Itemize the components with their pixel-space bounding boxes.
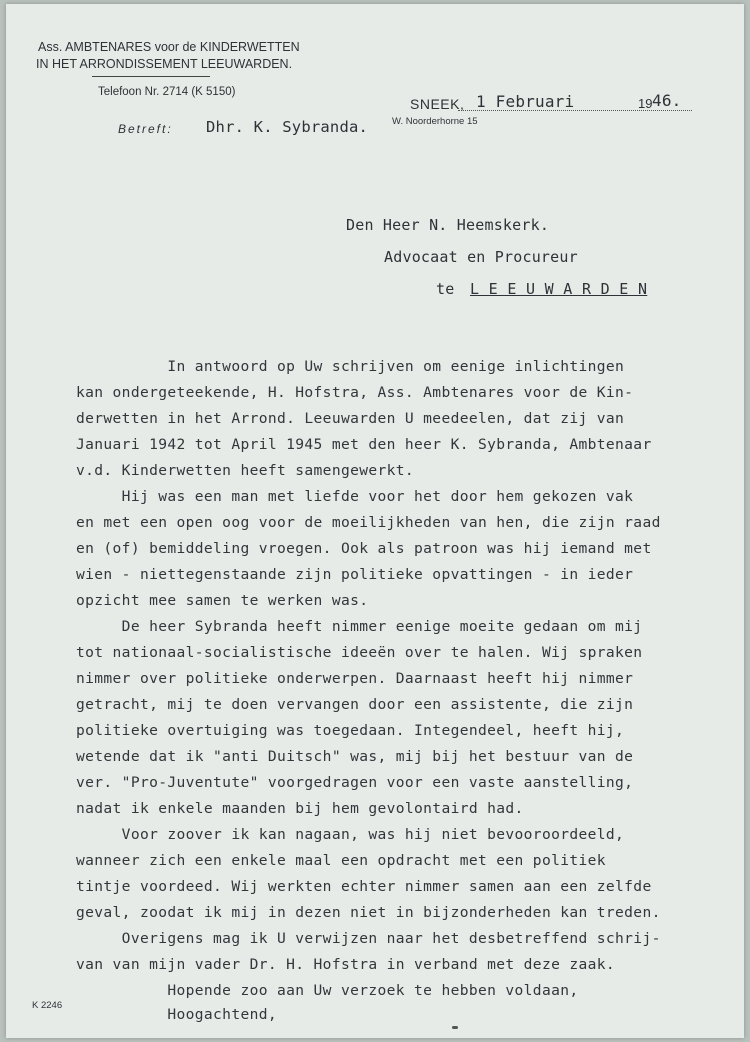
recipient-name: Den Heer N. Heemskerk. — [346, 216, 550, 234]
body-line: Hoogachtend, — [76, 1006, 277, 1023]
body-line: tintje voordeed. Wij werkten echter nimmer samen aan een zelfde — [76, 878, 652, 895]
subject-value: Dhr. K. Sybranda. — [206, 118, 369, 136]
body-line: In antwoord op Uw schrijven om eenige inlichtingen — [76, 358, 625, 375]
body-line: nadat ik enkele maanden bij hem gevolontaird had. — [76, 800, 524, 817]
body-line: wetende dat ik "anti Duitsch" was, mij bij het bestuur van de — [76, 748, 634, 765]
recipient-city-prefix: te — [436, 280, 455, 298]
year-suffix: 46. — [652, 91, 682, 110]
body-line: De heer Sybranda heeft nimmer eenige moeite gedaan om mij — [76, 618, 643, 635]
body-line: geval, zoodat ik mij in dezen niet in bijzonderheden kan treden. — [76, 904, 661, 921]
body-line: Hij was een man met liefde voor het door hem gekozen vak — [76, 488, 634, 505]
body-line: Januari 1942 tot April 1945 met den heer K. Sybranda, Ambtenaar — [76, 436, 652, 453]
body-line: v.d. Kinderwetten heeft samengewerkt. — [76, 462, 415, 479]
body-line: Hopende zoo aan Uw verzoek te hebben voldaan, — [76, 982, 579, 999]
body-line: Overigens mag ik U verwijzen naar het desbetreffend schrij- — [76, 930, 661, 947]
body-line: tot nationaal-socialistische ideeën over te halen. Wij spraken — [76, 644, 643, 661]
sender-address: W. Noorderhorne 15 — [392, 116, 478, 127]
body-line: derwetten in het Arrond. Leeuwarden U meedeelen, dat zij van — [76, 410, 625, 427]
body-line: Voor zoover ik kan nagaan, was hij niet bevooroordeeld, — [76, 826, 625, 843]
body-line: wien - niettegenstaande zijn politieke opvattingen - in ieder — [76, 566, 634, 583]
body-line: en met een open oog voor de moeilijkheden van hen, die zijn raad — [76, 514, 661, 531]
body-line: en (of) bemiddeling vroegen. Ook als patroon was hij iemand met — [76, 540, 652, 557]
date-dotted-line — [458, 110, 692, 111]
body-line: getracht, mij te doen vervangen door een assistente, die zijn — [76, 696, 634, 713]
letterhead-line-2: IN HET ARRONDISSEMENT LEEUWARDEN. — [36, 57, 293, 71]
body-line: ver. "Pro-Juventute" voorgedragen voor een vaste aanstelling, — [76, 774, 634, 791]
letterhead-line-1: Ass. AMBTENARES voor de KINDERWETTEN — [38, 40, 300, 54]
ink-mark — [452, 1026, 458, 1029]
footer-code: K 2246 — [32, 1000, 63, 1011]
body-line: wanneer zich een enkele maal een opdracht met een politiek — [76, 852, 606, 869]
body-line: nimmer over politieke onderwerpen. Daarnaast heeft hij nimmer — [76, 670, 634, 687]
body-line: van van mijn vader Dr. H. Hofstra in verband met deze zaak. — [76, 956, 616, 973]
recipient-title: Advocaat en Procureur — [384, 248, 578, 266]
body-line: kan ondergeteekende, H. Hofstra, Ass. Ambtenares voor de Kin- — [76, 384, 634, 401]
letter-page — [6, 4, 744, 1038]
letterhead-rule — [92, 76, 210, 77]
subject-label: Betreft: — [118, 122, 173, 136]
letter-date: 1 Februari — [476, 92, 575, 111]
year-prefix: 19 — [638, 96, 653, 111]
letterhead-phone: Telefoon Nr. 2714 (K 5150) — [98, 86, 236, 98]
recipient-city: L E E U W A R D E N — [470, 280, 648, 298]
body-line: politieke overtuiging was toegedaan. Integendeel, heeft hij, — [76, 722, 625, 739]
body-line: opzicht mee samen te werken was. — [76, 592, 369, 609]
place-label: SNEEK, — [410, 96, 465, 112]
